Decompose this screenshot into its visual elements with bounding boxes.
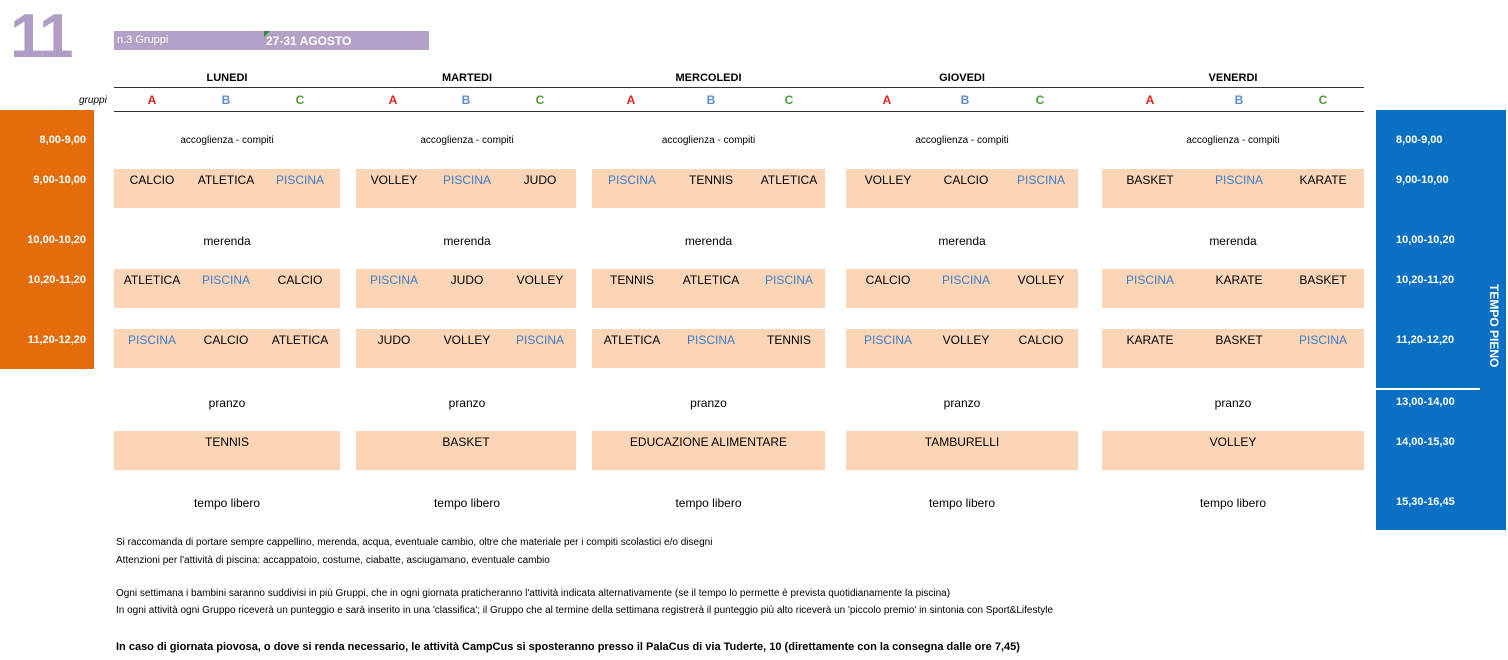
time-right-1120: 11,20-12,20 — [1396, 334, 1455, 346]
activity-c: JUDO — [523, 173, 557, 187]
activity-b: PISCINA — [686, 333, 735, 347]
group-c-mercoledi: C — [784, 93, 794, 107]
merenda-lunedi: merenda — [203, 234, 251, 248]
activity-c: PISCINA — [515, 333, 564, 347]
activity-a: TENNIS — [609, 273, 654, 287]
day-header-martedi: MARTEDI — [441, 72, 493, 84]
activity-b: VOLLEY — [942, 333, 990, 347]
afternoon-giovedi — [846, 431, 1078, 470]
activity-c: CALCIO — [1018, 333, 1064, 347]
week-dates: 27-31 AGOSTO — [266, 34, 352, 48]
time-left-0800: 8,00-9,00 — [39, 134, 86, 146]
afternoon-activity: TAMBURELLI — [924, 435, 1000, 449]
activity-a: BASKET — [1126, 173, 1174, 187]
time-left-1000: 10,00-10,20 — [27, 234, 86, 246]
time-left-1020: 10,20-11,20 — [27, 274, 86, 286]
group-b-giovedi: B — [960, 93, 970, 107]
activity-a: KARATE — [1126, 333, 1174, 347]
group-b-venerdi: B — [1234, 93, 1244, 107]
slot3-martedi — [356, 329, 576, 368]
merenda-martedi: merenda — [443, 234, 491, 248]
day-header-mercoledi: MERCOLEDI — [675, 72, 742, 84]
slot1-venerdi — [1102, 169, 1364, 208]
note-groups: Ogni settimana i bambini saranno suddivisi in più Gruppi, che in ogni giornata praticheranno l'attività indicata alternativamente (se il tempo lo permette è prevista quotidianamente la piscina) — [116, 588, 951, 599]
merenda-giovedi: merenda — [938, 234, 986, 248]
activity-c: CALCIO — [277, 273, 323, 287]
activity-b: PISCINA — [941, 273, 990, 287]
time-right-1400: 14,00-15,30 — [1396, 436, 1455, 448]
pranzo-mercoledi: pranzo — [690, 396, 727, 410]
slot2-venerdi — [1102, 269, 1364, 308]
activity-b: TENNIS — [688, 173, 733, 187]
time-right-1020: 10,20-11,20 — [1396, 274, 1455, 286]
activity-c: VOLLEY — [516, 273, 564, 287]
activity-b: PISCINA — [442, 173, 491, 187]
activity-a: VOLLEY — [370, 173, 418, 187]
tempo-libero-venerdi: tempo libero — [1199, 496, 1267, 510]
activity-a: PISCINA — [863, 333, 912, 347]
slot1-martedi — [356, 169, 576, 208]
merenda-venerdi: merenda — [1209, 234, 1257, 248]
slot1-mercoledi — [592, 169, 825, 208]
tempo-libero-lunedi: tempo libero — [193, 496, 261, 510]
activity-b: CALCIO — [203, 333, 249, 347]
activity-a: VOLLEY — [864, 173, 912, 187]
pranzo-venerdi: pranzo — [1214, 396, 1252, 410]
tempo-libero-giovedi: tempo libero — [928, 496, 996, 510]
tempo-libero-martedi: tempo libero — [433, 496, 501, 510]
activity-a: ATLETICA — [603, 333, 661, 347]
activity-b: PISCINA — [201, 273, 250, 287]
group-c-venerdi: C — [1318, 93, 1328, 107]
activity-a: PISCINA — [127, 333, 176, 347]
activity-b: ATLETICA — [682, 273, 740, 287]
accoglienza-giovedi: accoglienza - compiti — [915, 135, 1009, 146]
pranzo-martedi: pranzo — [448, 396, 486, 410]
band-divider — [1376, 388, 1480, 390]
activity-a: PISCINA — [607, 173, 656, 187]
activity-b: CALCIO — [943, 173, 989, 187]
day-header-lunedi: LUNEDI — [206, 72, 248, 84]
tempo-libero-mercoledi: tempo libero — [675, 496, 742, 510]
slot3-lunedi — [114, 329, 340, 368]
group-a-martedi: A — [388, 93, 398, 107]
pranzo-giovedi: pranzo — [943, 396, 981, 410]
note-ranking: In ogni attività ogni Gruppo riceverà un punteggio e sarà inserito in una 'classifica'; il Gruppo che al termine della settimana registrerà il punteggio più alto riceverà un 'piccolo premio' in sintonia con Sport&Lifestyle — [116, 605, 1054, 616]
activity-b: JUDO — [450, 273, 484, 287]
slot1-giovedi — [846, 169, 1078, 208]
header-bar — [114, 31, 429, 50]
slot2-mercoledi — [592, 269, 825, 308]
group-c-giovedi: C — [1035, 93, 1045, 107]
time-right-1000: 10,00-10,20 — [1396, 234, 1455, 246]
groups-count-label: n.3 Gruppi — [117, 34, 169, 46]
activity-a: PISCINA — [1125, 273, 1174, 287]
afternoon-activity: EDUCAZIONE ALIMENTARE — [629, 435, 788, 449]
time-right-1530: 15,30-16,45 — [1396, 496, 1455, 508]
group-a-mercoledi: A — [626, 93, 636, 107]
group-c-martedi: C — [535, 93, 545, 107]
activity-b: PISCINA — [1214, 173, 1263, 187]
note-equipment: Si raccomanda di portare sempre cappellino, merenda, acqua, eventuale cambio, oltre che materiale per i compiti scolastici e/o disegni — [116, 537, 713, 548]
activity-a: ATLETICA — [123, 273, 181, 287]
activity-c: KARATE — [1299, 173, 1347, 187]
slot3-mercoledi — [592, 329, 825, 368]
group-a-giovedi: A — [882, 93, 892, 107]
activity-c: PISCINA — [1298, 333, 1347, 347]
group-a-venerdi: A — [1145, 93, 1155, 107]
time-right-0900: 9,00-10,00 — [1396, 174, 1449, 186]
activity-c: ATLETICA — [271, 333, 329, 347]
note-pool: Attenzioni per l'attività di piscina: accappatoio, costume, ciabatte, asciugamano, eventuale cambio — [116, 555, 550, 566]
group-b-lunedi: B — [221, 93, 231, 107]
afternoon-mercoledi — [592, 431, 825, 470]
gruppi-label: gruppi — [79, 95, 107, 106]
activity-c: VOLLEY — [1017, 273, 1065, 287]
afternoon-lunedi — [114, 431, 340, 470]
accoglienza-lunedi: accoglienza - compiti — [180, 135, 274, 146]
activity-c: ATLETICA — [760, 173, 818, 187]
slot2-giovedi — [846, 269, 1078, 308]
activity-c: PISCINA — [764, 273, 813, 287]
group-b-martedi: B — [461, 93, 471, 107]
afternoon-venerdi — [1102, 431, 1364, 470]
group-c-lunedi: C — [295, 93, 305, 107]
slot2-martedi — [356, 269, 576, 308]
activity-a: JUDO — [377, 333, 411, 347]
slot2-lunedi — [114, 269, 340, 308]
activity-b: KARATE — [1215, 273, 1263, 287]
group-b-mercoledi: B — [706, 93, 716, 107]
activity-c: TENNIS — [766, 333, 811, 347]
day-header-venerdi: VENERDI — [1208, 72, 1258, 84]
pranzo-lunedi: pranzo — [208, 396, 246, 410]
activity-a: CALCIO — [129, 173, 175, 187]
note-rain: In caso di giornata piovosa, o dove si renda necessario, le attività CampCus si sposteranno presso il PalaCus di via Tuderte, 10 (direttamente con la consegna dalle ore 7,45) — [116, 641, 1020, 653]
activity-c: PISCINA — [1016, 173, 1065, 187]
afternoon-activity: BASKET — [442, 435, 490, 449]
merenda-mercoledi: merenda — [684, 234, 733, 248]
time-left-0900: 9,00-10,00 — [33, 174, 86, 186]
activity-c: BASKET — [1299, 273, 1347, 287]
afternoon-activity: TENNIS — [204, 435, 249, 449]
groups-rule — [114, 111, 1364, 112]
slot3-venerdi — [1102, 329, 1364, 368]
time-left-1120: 11,20-12,20 — [27, 334, 86, 346]
accoglienza-martedi: accoglienza - compiti — [420, 135, 514, 146]
week-number: 11 — [10, 2, 72, 71]
activity-c: PISCINA — [275, 173, 324, 187]
afternoon-martedi — [356, 431, 576, 470]
slot1-lunedi — [114, 169, 340, 208]
header-rule — [114, 87, 1364, 88]
activity-a: PISCINA — [369, 273, 418, 287]
accoglienza-mercoledi: accoglienza - compiti — [661, 135, 756, 146]
time-right-0800: 8,00-9,00 — [1396, 134, 1443, 146]
group-a-lunedi: A — [147, 93, 157, 107]
activity-b: VOLLEY — [443, 333, 491, 347]
time-right-1300: 13,00-14,00 — [1396, 396, 1455, 408]
activity-b: BASKET — [1215, 333, 1263, 347]
afternoon-activity: VOLLEY — [1209, 435, 1257, 449]
activity-a: CALCIO — [865, 273, 911, 287]
slot3-giovedi — [846, 329, 1078, 368]
activity-b: ATLETICA — [197, 173, 255, 187]
day-header-giovedi: GIOVEDI — [939, 72, 985, 84]
tempo-pieno-label: TEMPO PIENO — [1487, 284, 1501, 368]
accoglienza-venerdi: accoglienza - compiti — [1186, 135, 1280, 146]
